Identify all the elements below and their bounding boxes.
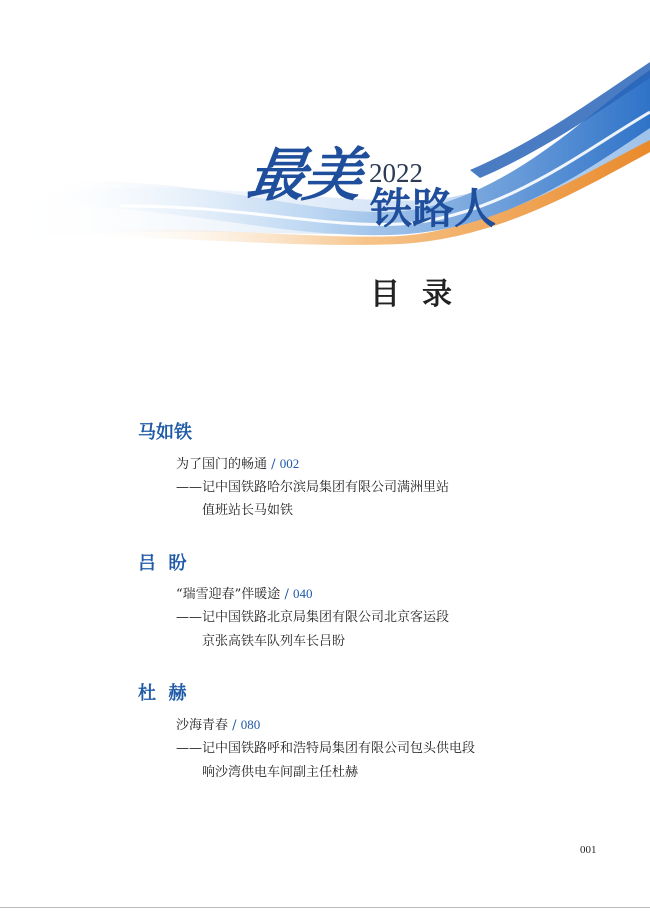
toc-entry-title: 沙海青春 — [176, 718, 229, 733]
header-title-calligraphy: 最美 — [243, 141, 365, 209]
toc-entry-person: 吕 盼 — [138, 553, 187, 574]
toc-entry-subtitle-line1: ——记中国铁路呼和浩特局集团有限公司包头供电段 — [176, 741, 476, 756]
toc-entry-title-line[interactable] — [176, 718, 260, 732]
toc-entry-person: 马如铁 — [138, 422, 192, 443]
toc-entry-separator: / — [271, 457, 276, 472]
toc-entry-title-line[interactable] — [176, 457, 299, 471]
toc-entry-separator: / — [232, 718, 237, 733]
toc-entry-page: 002 — [279, 456, 300, 471]
header-title-main: 铁路人 — [370, 184, 497, 233]
toc-entry-title-line[interactable] — [176, 587, 312, 601]
toc-entry-subtitle-line1: ——记中国铁路哈尔滨局集团有限公司满洲里站 — [176, 480, 450, 495]
toc-entry-separator: / — [284, 587, 289, 602]
bottom-divider — [0, 907, 650, 908]
toc-entry-page: 080 — [240, 717, 261, 732]
toc-entry-subtitle-line2: 响沙湾供电车间副主任杜赫 — [202, 765, 359, 780]
toc-entry-title: 为了国门的畅通 — [176, 457, 268, 472]
toc-entry-subtitle-line2: 值班站长马如铁 — [202, 503, 294, 518]
header-year: 2022 — [369, 158, 423, 188]
toc-heading: 目录 — [370, 277, 474, 312]
page-number: 001 — [580, 844, 597, 856]
toc-entry-subtitle-line2: 京张高铁车队列车长吕盼 — [202, 634, 346, 649]
toc-entry-subtitle-line1: ——记中国铁路北京局集团有限公司北京客运段 — [176, 610, 450, 625]
header-swoosh-graphic — [0, 0, 650, 270]
toc-entry-title: “瑞雪迎春”伴暖途 — [176, 587, 281, 602]
toc-entry-page: 040 — [292, 586, 313, 601]
toc-entry-person: 杜 赫 — [138, 683, 187, 704]
